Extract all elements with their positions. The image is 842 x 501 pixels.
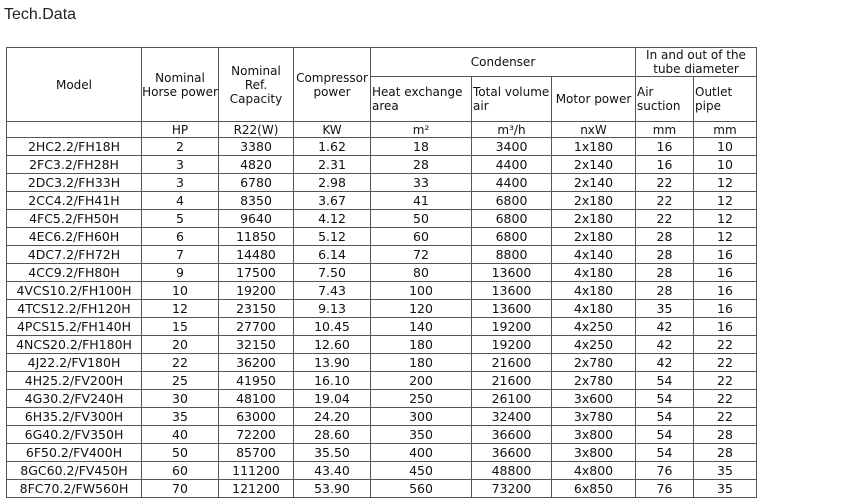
value-cell: 1x180 xyxy=(552,138,636,156)
table-row xyxy=(7,300,757,318)
value-cell: 3 xyxy=(142,174,219,192)
table-row xyxy=(7,408,757,426)
value-cell: 48100 xyxy=(219,390,294,408)
value-cell: 13600 xyxy=(472,282,552,300)
value-cell: 54 xyxy=(636,372,694,390)
value-cell: 54 xyxy=(636,390,694,408)
value-cell: 1.62 xyxy=(294,138,371,156)
value-cell: 4820 xyxy=(219,156,294,174)
value-cell: 6.14 xyxy=(294,246,371,264)
value-cell: 20 xyxy=(142,336,219,354)
table-row xyxy=(7,210,757,228)
value-cell: 50 xyxy=(371,210,472,228)
value-cell: 32150 xyxy=(219,336,294,354)
model-cell: 2CC4.2/FH41H xyxy=(7,192,142,210)
value-cell: 2 xyxy=(142,138,219,156)
value-cell: 73200 xyxy=(472,480,552,498)
model-cell: 2DC3.2/FH33H xyxy=(7,174,142,192)
table-row xyxy=(7,390,757,408)
value-cell: 3x800 xyxy=(552,444,636,462)
value-cell: 300 xyxy=(371,408,472,426)
table-header xyxy=(7,48,757,138)
table-body xyxy=(7,138,757,498)
value-cell: 50 xyxy=(142,444,219,462)
value-cell: 41 xyxy=(371,192,472,210)
header-compressor-power: Compressor power xyxy=(294,48,371,122)
value-cell: 2x180 xyxy=(552,228,636,246)
value-cell: 72200 xyxy=(219,426,294,444)
value-cell: 28 xyxy=(694,426,757,444)
value-cell: 13600 xyxy=(472,264,552,282)
model-cell: 4H25.2/FV200H xyxy=(7,372,142,390)
model-cell: 4TCS12.2/FH120H xyxy=(7,300,142,318)
value-cell: 10 xyxy=(694,156,757,174)
unit-cell: mm xyxy=(636,122,694,138)
model-cell: 4FC5.2/FH50H xyxy=(7,210,142,228)
value-cell: 7.50 xyxy=(294,264,371,282)
value-cell: 12 xyxy=(694,210,757,228)
model-cell: 4PCS15.2/FH140H xyxy=(7,318,142,336)
value-cell: 120 xyxy=(371,300,472,318)
value-cell: 25 xyxy=(142,372,219,390)
header-horse-power: Nominal Horse power xyxy=(142,48,219,122)
value-cell: 6780 xyxy=(219,174,294,192)
table-row xyxy=(7,336,757,354)
value-cell: 10 xyxy=(694,138,757,156)
table-row xyxy=(7,156,757,174)
value-cell: 18 xyxy=(371,138,472,156)
value-cell: 43.40 xyxy=(294,462,371,480)
table-row xyxy=(7,426,757,444)
value-cell: 6800 xyxy=(472,228,552,246)
unit-cell: HP xyxy=(142,122,219,138)
value-cell: 13600 xyxy=(472,300,552,318)
value-cell: 16 xyxy=(636,138,694,156)
value-cell: 16 xyxy=(694,282,757,300)
value-cell: 22 xyxy=(636,210,694,228)
model-cell: 4G30.2/FV240H xyxy=(7,390,142,408)
header-outlet-pipe: Outlet pipe xyxy=(694,77,757,122)
value-cell: 36200 xyxy=(219,354,294,372)
value-cell: 21600 xyxy=(472,372,552,390)
value-cell: 76 xyxy=(636,462,694,480)
value-cell: 4x180 xyxy=(552,264,636,282)
value-cell: 30 xyxy=(142,390,219,408)
value-cell: 4 xyxy=(142,192,219,210)
header-air-suction: Air suction xyxy=(636,77,694,122)
header-capacity: Nominal Ref. Capacity xyxy=(219,48,294,122)
value-cell: 12 xyxy=(694,174,757,192)
value-cell: 450 xyxy=(371,462,472,480)
value-cell: 3x600 xyxy=(552,390,636,408)
value-cell: 4x140 xyxy=(552,246,636,264)
value-cell: 26100 xyxy=(472,390,552,408)
table-row xyxy=(7,264,757,282)
table-row xyxy=(7,444,757,462)
value-cell: 16 xyxy=(636,156,694,174)
value-cell: 16 xyxy=(694,246,757,264)
table-row xyxy=(7,318,757,336)
value-cell: 85700 xyxy=(219,444,294,462)
value-cell: 7.43 xyxy=(294,282,371,300)
table-row xyxy=(7,282,757,300)
value-cell: 76 xyxy=(636,480,694,498)
value-cell: 35 xyxy=(142,408,219,426)
value-cell: 5 xyxy=(142,210,219,228)
value-cell: 2x780 xyxy=(552,354,636,372)
value-cell: 60 xyxy=(142,462,219,480)
table-row xyxy=(7,354,757,372)
value-cell: 23150 xyxy=(219,300,294,318)
value-cell: 14480 xyxy=(219,246,294,264)
header-model: Model xyxy=(7,48,142,122)
value-cell: 54 xyxy=(636,426,694,444)
model-cell: 4CC9.2/FH80H xyxy=(7,264,142,282)
value-cell: 28 xyxy=(636,246,694,264)
value-cell: 4400 xyxy=(472,156,552,174)
value-cell: 4x800 xyxy=(552,462,636,480)
value-cell: 12.60 xyxy=(294,336,371,354)
value-cell: 121200 xyxy=(219,480,294,498)
model-cell: 4EC6.2/FH60H xyxy=(7,228,142,246)
value-cell: 2.31 xyxy=(294,156,371,174)
value-cell: 19200 xyxy=(472,318,552,336)
value-cell: 27700 xyxy=(219,318,294,336)
model-cell: 6H35.2/FV300H xyxy=(7,408,142,426)
value-cell: 41950 xyxy=(219,372,294,390)
page-title: Tech.Data xyxy=(4,6,77,23)
value-cell: 22 xyxy=(636,174,694,192)
model-cell: 4VCS10.2/FH100H xyxy=(7,282,142,300)
value-cell: 54 xyxy=(636,444,694,462)
value-cell: 42 xyxy=(636,354,694,372)
value-cell: 16.10 xyxy=(294,372,371,390)
value-cell: 350 xyxy=(371,426,472,444)
value-cell: 3 xyxy=(142,156,219,174)
value-cell: 60 xyxy=(371,228,472,246)
value-cell: 180 xyxy=(371,336,472,354)
value-cell: 6800 xyxy=(472,210,552,228)
value-cell: 70 xyxy=(142,480,219,498)
value-cell: 8350 xyxy=(219,192,294,210)
value-cell: 12 xyxy=(694,192,757,210)
value-cell: 48800 xyxy=(472,462,552,480)
value-cell: 250 xyxy=(371,390,472,408)
value-cell: 3x800 xyxy=(552,426,636,444)
value-cell: 9640 xyxy=(219,210,294,228)
value-cell: 12 xyxy=(694,228,757,246)
value-cell: 4x180 xyxy=(552,282,636,300)
model-cell: 4J22.2/FV180H xyxy=(7,354,142,372)
value-cell: 4400 xyxy=(472,174,552,192)
table-row xyxy=(7,138,757,156)
value-cell: 16 xyxy=(694,264,757,282)
value-cell: 16 xyxy=(694,318,757,336)
value-cell: 4x180 xyxy=(552,300,636,318)
value-cell: 16 xyxy=(694,300,757,318)
table-row xyxy=(7,192,757,210)
value-cell: 3400 xyxy=(472,138,552,156)
table-row xyxy=(7,462,757,480)
value-cell: 200 xyxy=(371,372,472,390)
value-cell: 42 xyxy=(636,318,694,336)
value-cell: 33 xyxy=(371,174,472,192)
value-cell: 6x850 xyxy=(552,480,636,498)
value-cell: 6800 xyxy=(472,192,552,210)
value-cell: 32400 xyxy=(472,408,552,426)
value-cell: 36600 xyxy=(472,444,552,462)
table-row xyxy=(7,372,757,390)
value-cell: 19200 xyxy=(219,282,294,300)
table-row xyxy=(7,174,757,192)
value-cell: 5.12 xyxy=(294,228,371,246)
value-cell: 54 xyxy=(636,408,694,426)
value-cell: 22 xyxy=(694,372,757,390)
model-cell: 4DC7.2/FH72H xyxy=(7,246,142,264)
value-cell: 80 xyxy=(371,264,472,282)
tech-data-table xyxy=(6,47,757,498)
header-condenser: Condenser xyxy=(371,48,636,77)
value-cell: 3380 xyxy=(219,138,294,156)
unit-cell: m³/h xyxy=(472,122,552,138)
unit-cell: KW xyxy=(294,122,371,138)
value-cell: 7 xyxy=(142,246,219,264)
value-cell: 22 xyxy=(142,354,219,372)
value-cell: 4x250 xyxy=(552,318,636,336)
table-row xyxy=(7,246,757,264)
units-model-blank xyxy=(7,122,142,138)
value-cell: 35 xyxy=(694,462,757,480)
value-cell: 28 xyxy=(371,156,472,174)
value-cell: 140 xyxy=(371,318,472,336)
value-cell: 15 xyxy=(142,318,219,336)
model-cell: 4NCS20.2/FH180H xyxy=(7,336,142,354)
value-cell: 13.90 xyxy=(294,354,371,372)
model-cell: 8FC70.2/FW560H xyxy=(7,480,142,498)
value-cell: 19200 xyxy=(472,336,552,354)
model-cell: 8GC60.2/FV450H xyxy=(7,462,142,480)
value-cell: 2x180 xyxy=(552,210,636,228)
value-cell: 36600 xyxy=(472,426,552,444)
value-cell: 21600 xyxy=(472,354,552,372)
header-motor-power: Motor power xyxy=(552,77,636,122)
table-row xyxy=(7,480,757,498)
value-cell: 2x780 xyxy=(552,372,636,390)
value-cell: 6 xyxy=(142,228,219,246)
value-cell: 42 xyxy=(636,336,694,354)
value-cell: 100 xyxy=(371,282,472,300)
value-cell: 28 xyxy=(636,282,694,300)
model-cell: 6F50.2/FV400H xyxy=(7,444,142,462)
value-cell: 12 xyxy=(142,300,219,318)
value-cell: 28 xyxy=(636,264,694,282)
value-cell: 17500 xyxy=(219,264,294,282)
value-cell: 35 xyxy=(694,480,757,498)
value-cell: 22 xyxy=(694,354,757,372)
value-cell: 2.98 xyxy=(294,174,371,192)
value-cell: 4.12 xyxy=(294,210,371,228)
value-cell: 72 xyxy=(371,246,472,264)
table-row xyxy=(7,228,757,246)
value-cell: 180 xyxy=(371,354,472,372)
value-cell: 35 xyxy=(636,300,694,318)
value-cell: 111200 xyxy=(219,462,294,480)
value-cell: 9.13 xyxy=(294,300,371,318)
value-cell: 28 xyxy=(636,228,694,246)
value-cell: 53.90 xyxy=(294,480,371,498)
model-cell: 2FC3.2/FH28H xyxy=(7,156,142,174)
value-cell: 3x780 xyxy=(552,408,636,426)
header-heat-exchange-area: Heat exchange area xyxy=(371,77,472,122)
unit-cell: nxW xyxy=(552,122,636,138)
value-cell: 11850 xyxy=(219,228,294,246)
value-cell: 22 xyxy=(694,390,757,408)
value-cell: 24.20 xyxy=(294,408,371,426)
value-cell: 10 xyxy=(142,282,219,300)
value-cell: 19.04 xyxy=(294,390,371,408)
header-total-volume-air: Total volume air xyxy=(472,77,552,122)
value-cell: 28 xyxy=(694,444,757,462)
value-cell: 4x250 xyxy=(552,336,636,354)
value-cell: 400 xyxy=(371,444,472,462)
value-cell: 8800 xyxy=(472,246,552,264)
value-cell: 2x180 xyxy=(552,192,636,210)
value-cell: 560 xyxy=(371,480,472,498)
value-cell: 22 xyxy=(694,408,757,426)
value-cell: 28.60 xyxy=(294,426,371,444)
unit-cell: m² xyxy=(371,122,472,138)
value-cell: 10.45 xyxy=(294,318,371,336)
unit-cell: R22(W) xyxy=(219,122,294,138)
value-cell: 3.67 xyxy=(294,192,371,210)
value-cell: 2x140 xyxy=(552,174,636,192)
value-cell: 35.50 xyxy=(294,444,371,462)
unit-cell: mm xyxy=(694,122,757,138)
value-cell: 63000 xyxy=(219,408,294,426)
header-tube-diameter: In and out of the tube diameter xyxy=(636,48,757,77)
value-cell: 2x140 xyxy=(552,156,636,174)
value-cell: 22 xyxy=(694,336,757,354)
model-cell: 6G40.2/FV350H xyxy=(7,426,142,444)
value-cell: 22 xyxy=(636,192,694,210)
model-cell: 2HC2.2/FH18H xyxy=(7,138,142,156)
value-cell: 9 xyxy=(142,264,219,282)
value-cell: 40 xyxy=(142,426,219,444)
